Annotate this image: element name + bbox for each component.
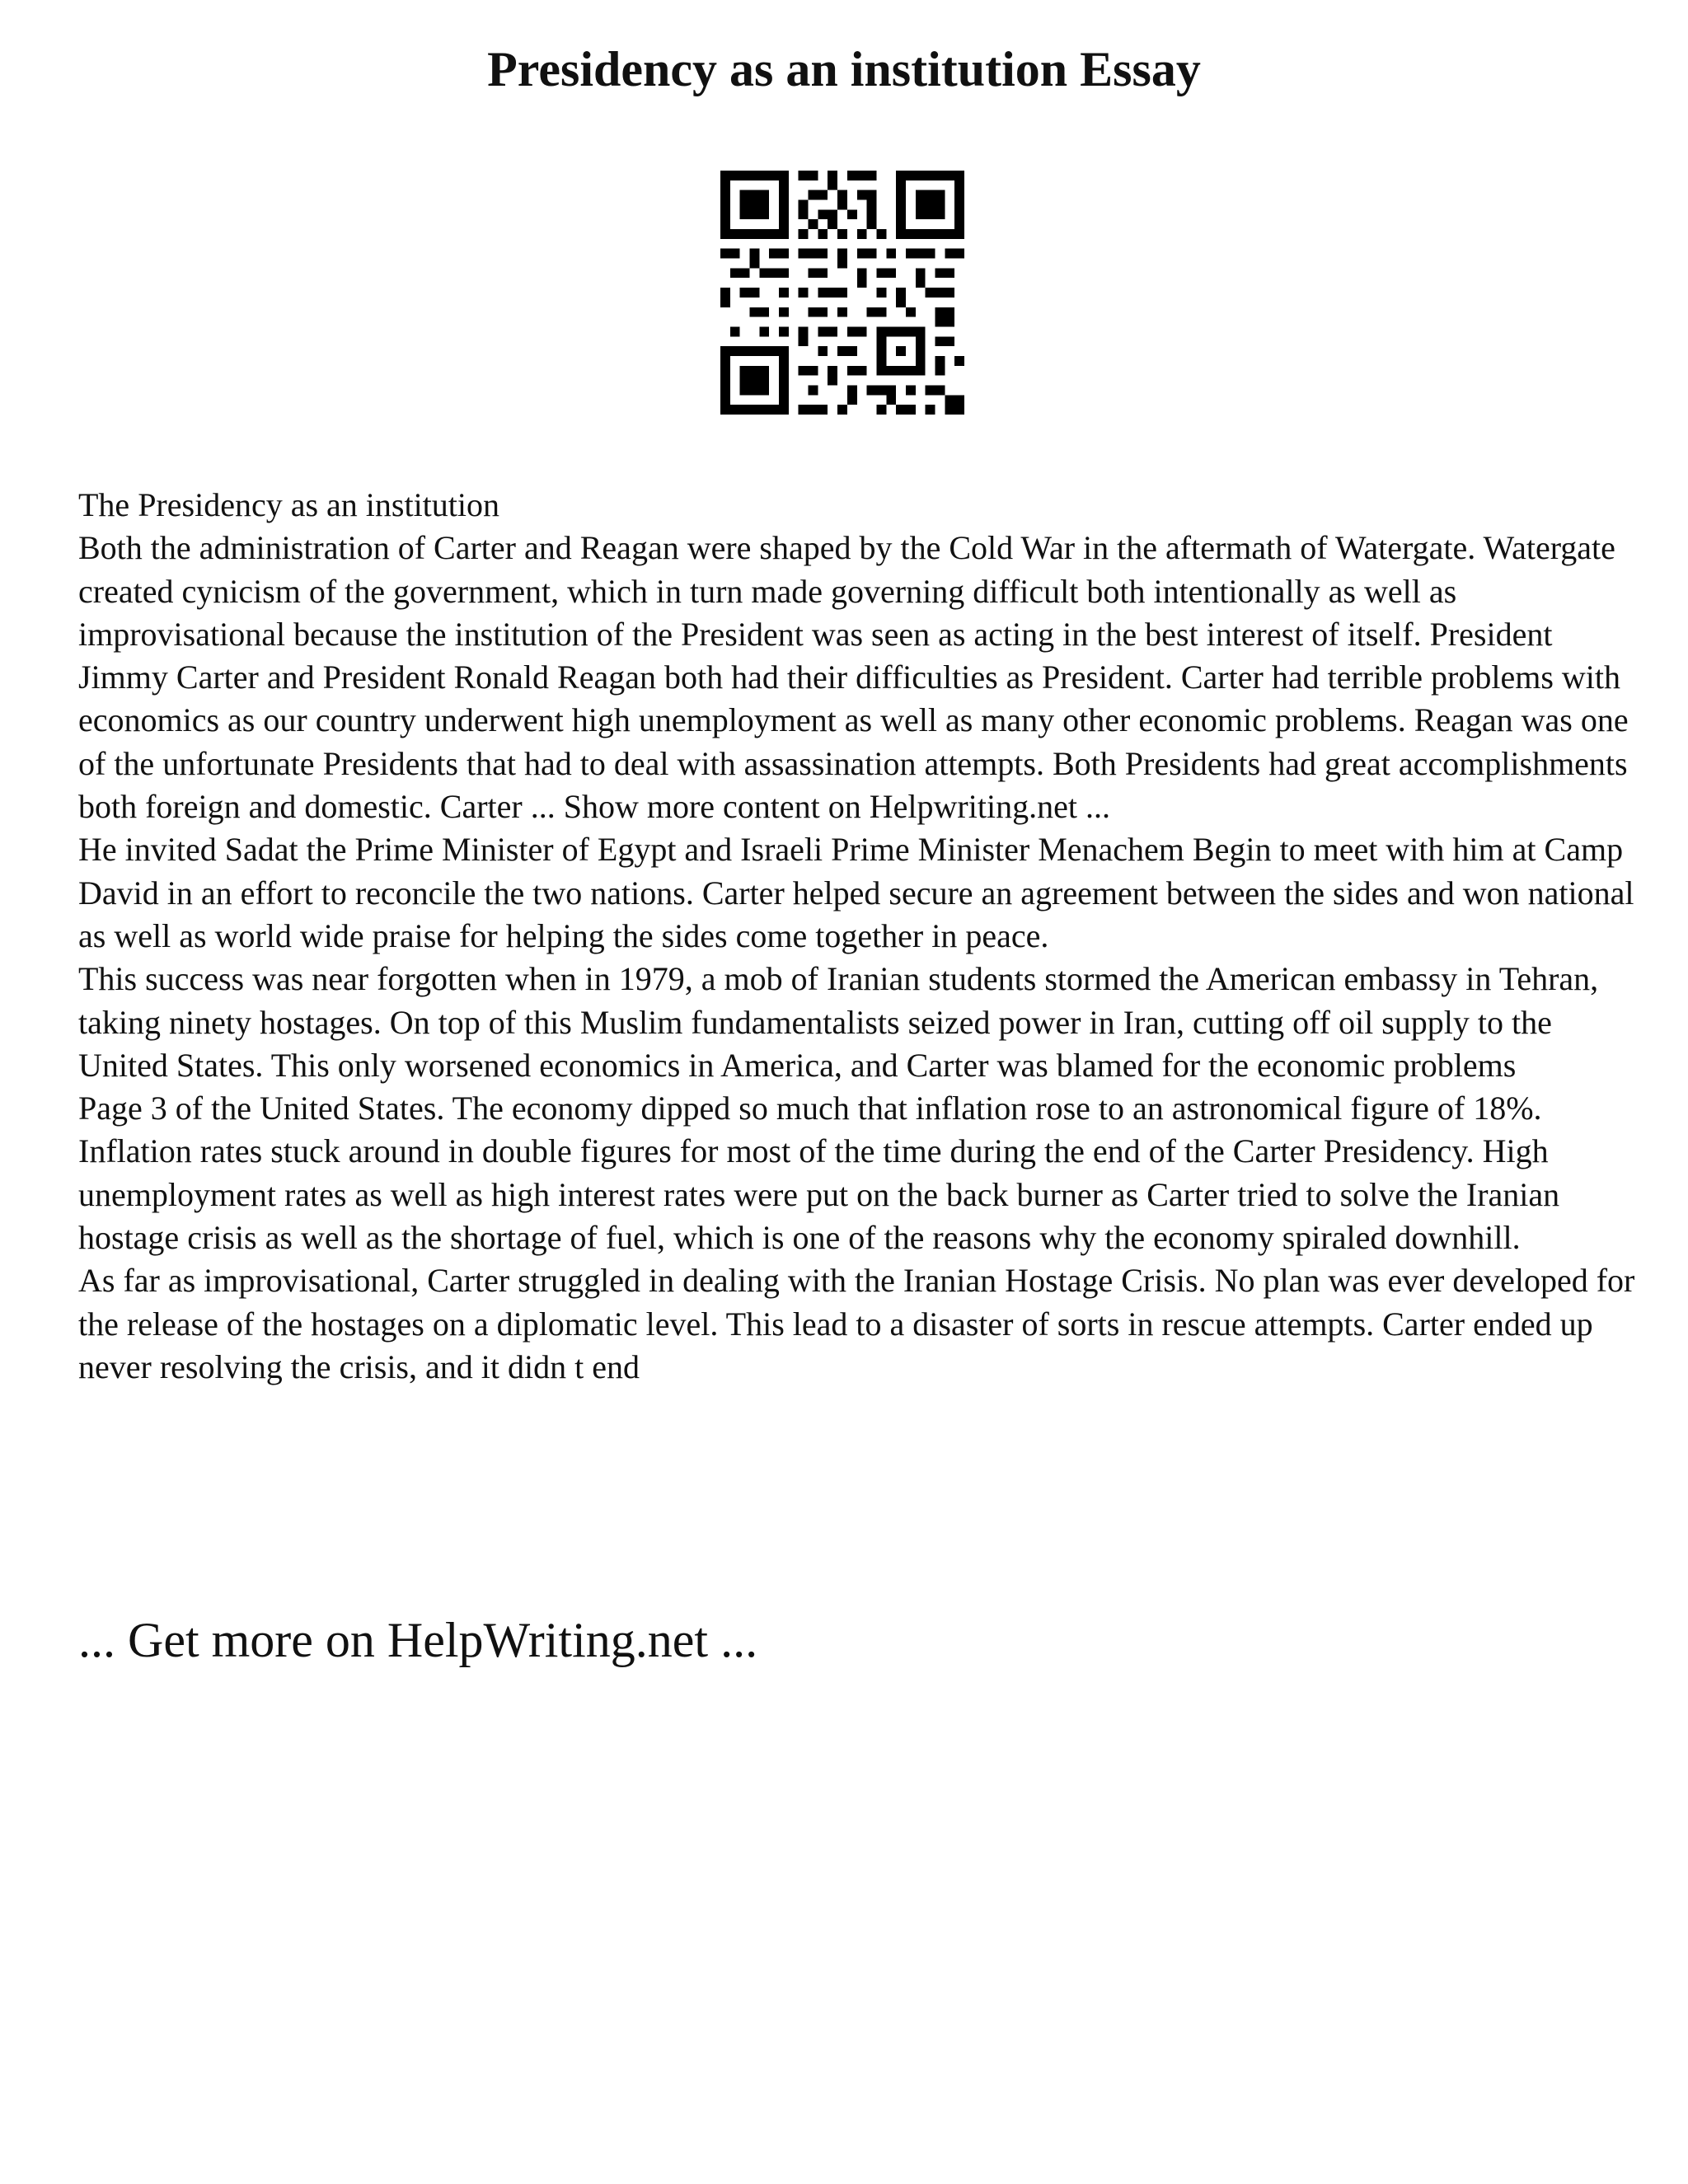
essay-paragraph: As far as improvisational, Carter struggled in dealing with the Iranian Hostage Crisis. No plan was ever developed for the release of the hostages on a diplomatic level. This lead to a disaster of sorts in rescue attempts. Carter ended up never resolving the crisis, and it didn t end	[78, 1262, 1635, 1385]
essay-heading: The Presidency as an institution	[78, 486, 500, 523]
essay-body	[78, 484, 1636, 1389]
essay-paragraph: Both the administration of Carter and Reagan were shaped by the Cold War in the aftermath of Watergate. Watergate created cynicism of the government, which in turn made governing difficult both intentionally as well as improvisational because the institution of the President was seen as acting in the best interest of itself. President Jimmy Carter and President Ronald Reagan both had their difficulties as President. Carter had terrible problems with economics as our country underwent high unemployment as well as many other economic problems. Reagan was one of the unfortunate Presidents that had to deal with assassination attempts. Both Presidents had great accomplishments both foreign and domestic. Carter ... Show more content on Helpwriting.net ...	[78, 529, 1629, 826]
essay-paragraph: Page 3 of the United States. The economy dipped so much that inflation rose to an astronomical figure of 18%. Inflation rates stuck around in double figures for most of the time during the end of the Carter Presidency. High unemployment rates as well as high interest rates were put on the back burner as Carter tried to solve the Iranian hostage crisis as well as the shortage of fuel, which is one of the reasons why the economy spiraled downhill.	[78, 1090, 1560, 1257]
essay-paragraph: He invited Sadat the Prime Minister of Egypt and Israeli Prime Minister Menachem Begin to meet with him at Camp David in an effort to reconcile the two nations. Carter helped secure an agreement between the sides and won national as well as world wide praise for helping the sides come together in peace.	[78, 831, 1634, 954]
get-more-link[interactable]: ... Get more on HelpWriting.net ...	[78, 1613, 758, 1667]
page-title: Presidency as an institution Essay	[487, 42, 1201, 96]
qr-code[interactable]	[720, 171, 964, 415]
essay-paragraph: This success was near forgotten when in 1979, a mob of Iranian students stormed the American embassy in Tehran, taking ninety hostages. On top of this Muslim fundamentalists seized power in Iran, cutting off oil supply to the United States. This only worsened economics in America, and Carter was blamed for the economic problems	[78, 960, 1599, 1084]
